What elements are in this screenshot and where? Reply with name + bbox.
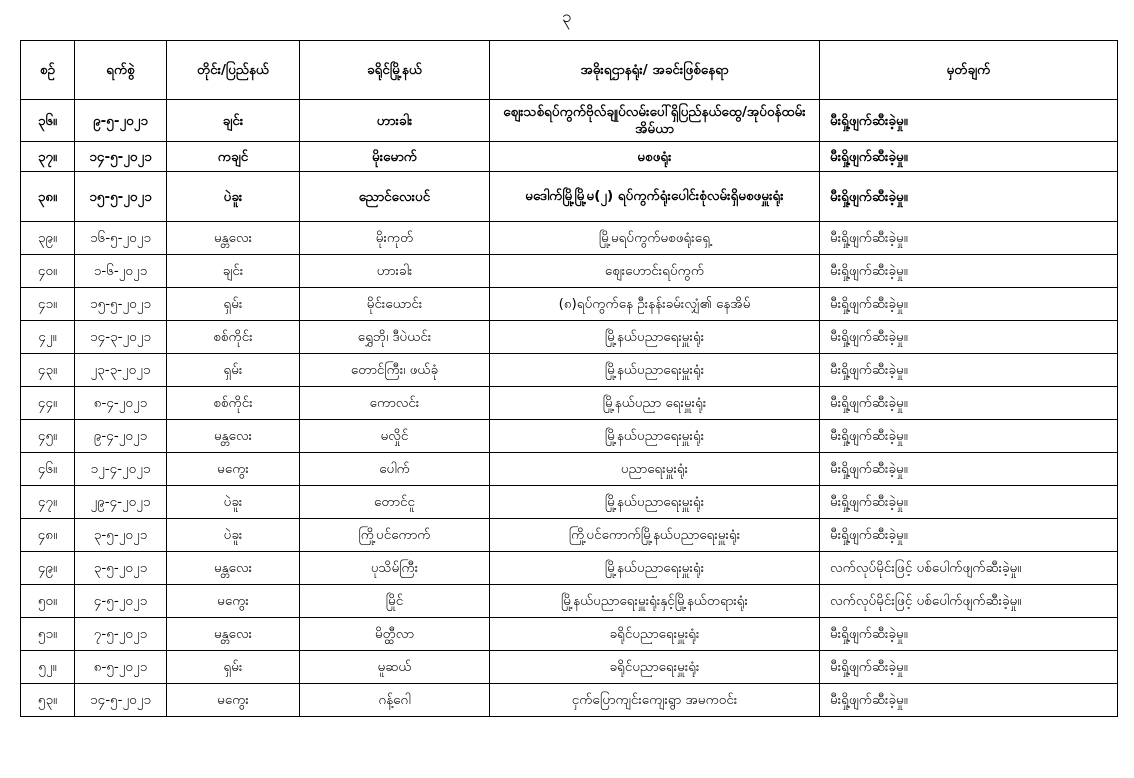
table-row bbox=[21, 255, 1118, 288]
table-row bbox=[21, 552, 1118, 585]
cell-township: ကောလင်း bbox=[300, 387, 490, 420]
table-row bbox=[21, 585, 1118, 618]
header-date: ရက်စွဲ bbox=[75, 41, 167, 100]
cell-township: ဟားခါး bbox=[300, 255, 490, 288]
cell-serial: ၄၆။ bbox=[21, 453, 75, 486]
cell-location: ခရိုင်ပညာရေးမှူးရုံး bbox=[490, 651, 820, 684]
cell-township: မိုင်းယောင်း bbox=[300, 288, 490, 321]
cell-region: မကွေး bbox=[167, 453, 300, 486]
cell-date: ၄-၅-၂၀၂၁ bbox=[75, 585, 167, 618]
cell-township: ပေါက် bbox=[300, 453, 490, 486]
cell-location: ခရိုင်ပညာရေးမှူးရုံး bbox=[490, 618, 820, 651]
cell-date: ၃-၅-၂၀၂၁ bbox=[75, 519, 167, 552]
cell-township: ဟားခါး bbox=[300, 100, 490, 142]
cell-date: ၁၂-၄-၂၀၂၁ bbox=[75, 453, 167, 486]
cell-location: ကြို့ပင်ကောက်မြို့နယ်ပညာရေးမှူးရုံး bbox=[490, 519, 820, 552]
table-row bbox=[21, 618, 1118, 651]
cell-remarks: လက်လုပ်မိုင်းဖြင့် ပစ်ပေါက်ဖျက်ဆီးခဲ့မှု။ bbox=[820, 585, 1118, 618]
table-row bbox=[21, 519, 1118, 552]
table-row bbox=[21, 486, 1118, 519]
cell-remarks: မီးရှို့ဖျက်ဆီးခဲ့မှု။ bbox=[820, 519, 1118, 552]
cell-region: ချင်း bbox=[167, 100, 300, 142]
cell-remarks: မီးရှို့ဖျက်ဆီးခဲ့မှု။ bbox=[820, 453, 1118, 486]
cell-region: ရှမ်း bbox=[167, 288, 300, 321]
table-header-row bbox=[21, 41, 1118, 100]
cell-location: မစဖရုံး bbox=[490, 142, 820, 172]
cell-township: မိတ္ထီလာ bbox=[300, 618, 490, 651]
header-district-township: ခရိုင်မြို့နယ် bbox=[300, 41, 490, 100]
cell-date: ၈-၄-၂၀၂၁ bbox=[75, 387, 167, 420]
cell-township: မလှိုင် bbox=[300, 420, 490, 453]
cell-location: မြို့နယ်ပညာရေးမှူးရုံး bbox=[490, 321, 820, 354]
cell-region: မန္တလေး bbox=[167, 552, 300, 585]
cell-serial: ၄၄။ bbox=[21, 387, 75, 420]
cell-remarks: မီးရှို့ဖျက်ဆီးခဲ့မှု။ bbox=[820, 684, 1118, 717]
cell-township: ပုသိမ်ကြီး bbox=[300, 552, 490, 585]
cell-serial: ၃၇။ bbox=[21, 142, 75, 172]
cell-township: ရွှေဘို၊ ဒီပဲယင်း bbox=[300, 321, 490, 354]
cell-remarks: မီးရှို့ဖျက်ဆီးခဲ့မှု။ bbox=[820, 255, 1118, 288]
cell-region: မကွေး bbox=[167, 585, 300, 618]
cell-location: မြို့နယ်ပညာရေးမှူးရုံး bbox=[490, 420, 820, 453]
header-remarks: မှတ်ချက် bbox=[820, 41, 1118, 100]
cell-location: မြို့နယ်ပညာရေးမှူးရုံးနှင့်မြို့နယ်တရားရုံး bbox=[490, 585, 820, 618]
cell-township: မြိုင် bbox=[300, 585, 490, 618]
cell-region: မန္တလေး bbox=[167, 222, 300, 255]
header-serial: စဉ် bbox=[21, 41, 75, 100]
cell-date: ၉-၅-၂၀၂၁ bbox=[75, 100, 167, 142]
cell-location: မဒေါက်မြို့မြို့မ(၂) ရပ်ကွက်ရုံးပေါင်းစုံလမ်းရှိမစဖမှူးရုံး bbox=[490, 172, 820, 222]
cell-location: ငှက်ပြောကျင်းကျေးရွာ အမကဝင်း bbox=[490, 684, 820, 717]
cell-remarks: မီးရှို့ဖျက်ဆီးခဲ့မှု။ bbox=[820, 354, 1118, 387]
cell-location: ဈေးဟောင်းရပ်ကွက် bbox=[490, 255, 820, 288]
cell-location: ပညာရေးမှူးရုံး bbox=[490, 453, 820, 486]
cell-remarks: မီးရှို့ဖျက်ဆီးခဲ့မှု။ bbox=[820, 222, 1118, 255]
cell-region: ချင်း bbox=[167, 255, 300, 288]
cell-location: မြို့နယ်ပညာရေးမှူးရုံး bbox=[490, 486, 820, 519]
cell-remarks: မီးရှို့ဖျက်ဆီးခဲ့မှု။ bbox=[820, 618, 1118, 651]
cell-date: ၈-၅-၂၀၂၁ bbox=[75, 651, 167, 684]
cell-date: ၇-၅-၂၀၂၁ bbox=[75, 618, 167, 651]
table-row bbox=[21, 420, 1118, 453]
cell-township: ညောင်လေးပင် bbox=[300, 172, 490, 222]
table-row bbox=[21, 354, 1118, 387]
cell-date: ၂၉-၄-၂၀၂၁ bbox=[75, 486, 167, 519]
cell-remarks: မီးရှို့ဖျက်ဆီးခဲ့မှု။ bbox=[820, 420, 1118, 453]
cell-township: တောင်ကြီး၊ ဖယ်ခုံ bbox=[300, 354, 490, 387]
cell-serial: ၄၃။ bbox=[21, 354, 75, 387]
table-row bbox=[21, 453, 1118, 486]
cell-serial: ၄၀။ bbox=[21, 255, 75, 288]
cell-region: ရှမ်း bbox=[167, 651, 300, 684]
table-row bbox=[21, 172, 1118, 222]
cell-remarks: မီးရှို့ဖျက်ဆီးခဲ့မှု။ bbox=[820, 651, 1118, 684]
cell-date: ၉-၄-၂၀၂၁ bbox=[75, 420, 167, 453]
cell-serial: ၄၉။ bbox=[21, 552, 75, 585]
cell-location: မြို့နယ်ပညာရေးမှူးရုံး bbox=[490, 552, 820, 585]
cell-township: ကြို့ပင်ကောက် bbox=[300, 519, 490, 552]
cell-date: ၁၅-၅-၂၀၂၁ bbox=[75, 288, 167, 321]
cell-remarks: လက်လုပ်မိုင်းဖြင့် ပစ်ပေါက်ဖျက်ဆီးခဲ့မှု။ bbox=[820, 552, 1118, 585]
table-row bbox=[21, 100, 1118, 142]
cell-township: မူဆယ် bbox=[300, 651, 490, 684]
cell-region: မကွေး bbox=[167, 684, 300, 717]
cell-serial: ၅၃။ bbox=[21, 684, 75, 717]
cell-date: ၂၃-၃-၂၀၂၁ bbox=[75, 354, 167, 387]
cell-location: ဈေးသစ်ရပ်ကွက်ဗိုလ်ချုပ်လမ်းပေါ်ရှိပြည်နယ်ထွေ/အုပ်ဝန်ထမ်းအိမ်ယာ bbox=[490, 100, 820, 142]
cell-location: (၈)ရပ်ကွက်နေ ဦးနန်းခမ်းလျှံ၏ နေအိမ် bbox=[490, 288, 820, 321]
cell-serial: ၄၁။ bbox=[21, 288, 75, 321]
cell-region: ကချင် bbox=[167, 142, 300, 172]
cell-date: ၃-၅-၂၀၂၁ bbox=[75, 552, 167, 585]
cell-region: စစ်ကိုင်း bbox=[167, 387, 300, 420]
cell-remarks: မီးရှို့ဖျက်ဆီးခဲ့မှု။ bbox=[820, 142, 1118, 172]
cell-region: ပဲခူး bbox=[167, 486, 300, 519]
page-number: ၃ bbox=[562, 7, 572, 27]
cell-location: မြို့နယ်ပညာ ရေးမှူးရုံး bbox=[490, 387, 820, 420]
cell-serial: ၄၇။ bbox=[21, 486, 75, 519]
cell-region: မန္တလေး bbox=[167, 420, 300, 453]
cell-region: ရှမ်း bbox=[167, 354, 300, 387]
cell-serial: ၃၆။ bbox=[21, 100, 75, 142]
cell-serial: ၄၂။ bbox=[21, 321, 75, 354]
cell-remarks: မီးရှို့ဖျက်ဆီးခဲ့မှု။ bbox=[820, 288, 1118, 321]
table-row bbox=[21, 651, 1118, 684]
cell-remarks: မီးရှို့ဖျက်ဆီးခဲ့မှု။ bbox=[820, 172, 1118, 222]
cell-date: ၁၄-၅-၂၀၂၁ bbox=[75, 684, 167, 717]
cell-date: ၁၆-၅-၂၀၂၁ bbox=[75, 222, 167, 255]
cell-serial: ၅၀။ bbox=[21, 585, 75, 618]
table-row bbox=[21, 288, 1118, 321]
cell-township: မိုးမောက် bbox=[300, 142, 490, 172]
header-office-location: အဓိုးရဌာနရုံး/ အခင်းဖြစ်နေရာ bbox=[490, 41, 820, 100]
cell-location: မြို့မရပ်ကွက်မစဖရုံးရှေ့ bbox=[490, 222, 820, 255]
cell-region: ပဲခူး bbox=[167, 172, 300, 222]
cell-date: ၁၄-၃-၂၀၂၁ bbox=[75, 321, 167, 354]
cell-remarks: မီးရှို့ဖျက်ဆီးခဲ့မှု။ bbox=[820, 387, 1118, 420]
cell-location: မြို့နယ်ပညာရေးမှူးရုံး bbox=[490, 354, 820, 387]
table-row bbox=[21, 684, 1118, 717]
cell-region: ပဲခူး bbox=[167, 519, 300, 552]
cell-remarks: မီးရှို့ဖျက်ဆီးခဲ့မှု။ bbox=[820, 321, 1118, 354]
cell-date: ၁-၆-၂၀၂၁ bbox=[75, 255, 167, 288]
table-row bbox=[21, 387, 1118, 420]
cell-serial: ၄၅။ bbox=[21, 420, 75, 453]
cell-region: စစ်ကိုင်း bbox=[167, 321, 300, 354]
cell-serial: ၃၈။ bbox=[21, 172, 75, 222]
cell-township: တောင်ငူ bbox=[300, 486, 490, 519]
table-row bbox=[21, 142, 1118, 172]
table-row bbox=[21, 222, 1118, 255]
cell-serial: ၅၁။ bbox=[21, 618, 75, 651]
cell-serial: ၃၉။ bbox=[21, 222, 75, 255]
header-region: တိုင်း/ပြည်နယ် bbox=[167, 41, 300, 100]
cell-serial: ၄၈။ bbox=[21, 519, 75, 552]
cell-date: ၁၄-၅-၂၀၂၁ bbox=[75, 142, 167, 172]
cell-township: မိုးကုတ် bbox=[300, 222, 490, 255]
cell-remarks: မီးရှို့ဖျက်ဆီးခဲ့မှု။ bbox=[820, 100, 1118, 142]
table-row bbox=[21, 321, 1118, 354]
cell-serial: ၅၂။ bbox=[21, 651, 75, 684]
cell-date: ၁၅-၅-၂၀၂၁ bbox=[75, 172, 167, 222]
cell-remarks: မီးရှို့ဖျက်ဆီးခဲ့မှု။ bbox=[820, 486, 1118, 519]
incident-table bbox=[20, 40, 1118, 717]
cell-region: မန္တလေး bbox=[167, 618, 300, 651]
cell-township: ဂန့်ဂေါ bbox=[300, 684, 490, 717]
